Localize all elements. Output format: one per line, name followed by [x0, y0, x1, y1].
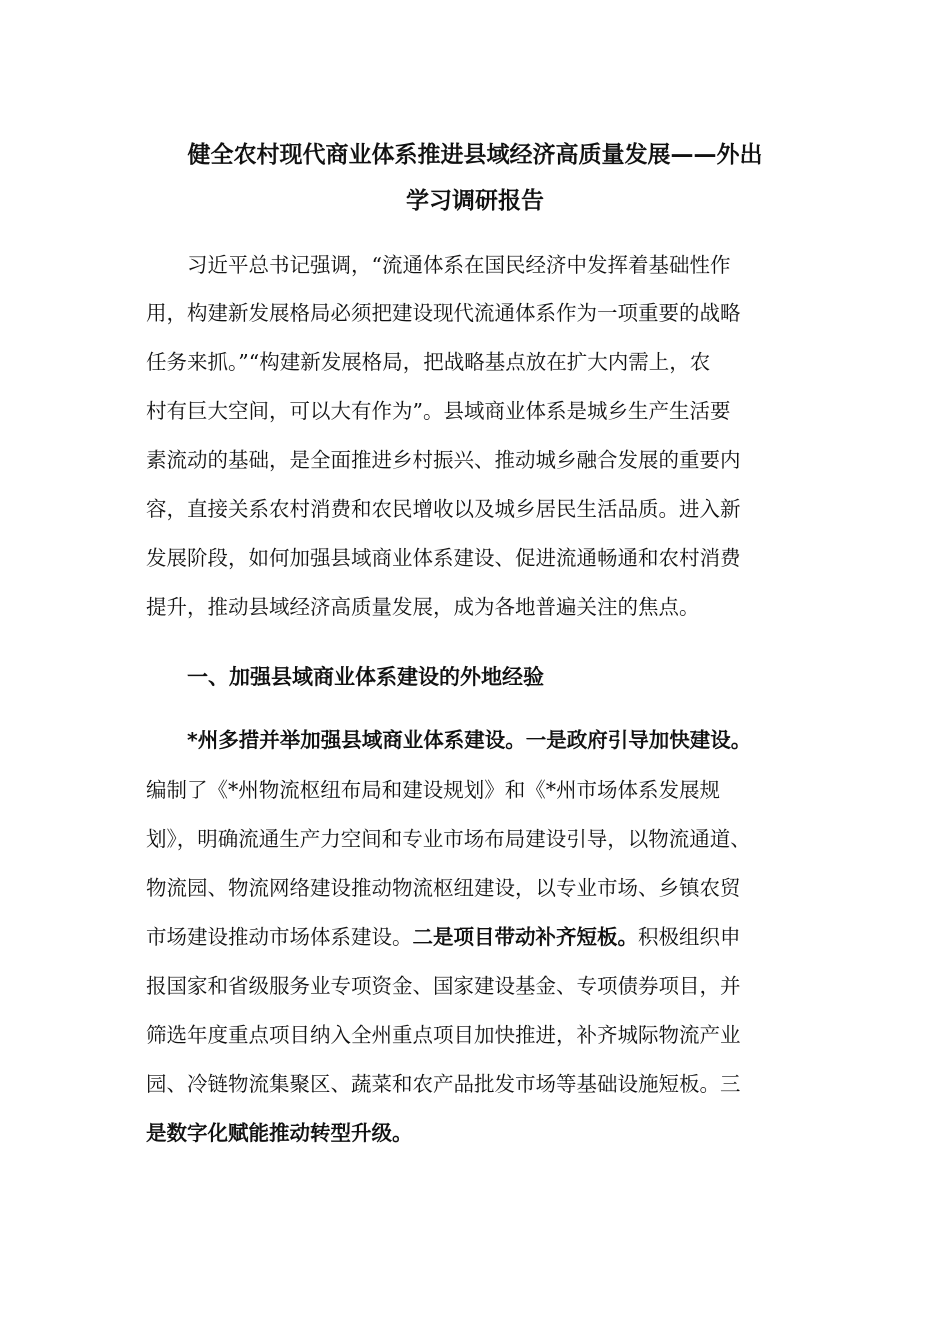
section-line: 划》，明确流通生产力空间和专业市场布局建设引导，以物流通道、: [146, 827, 751, 851]
intro-line: 村有巨大空间，可以大有作为”。县域商业体系是城乡生产生活要: [146, 399, 731, 423]
section-line: [146, 923, 741, 951]
section-line: 物流园、物流网络建设推动物流枢纽建设，以专业市场、乡镇农贸: [146, 876, 741, 900]
intro-line: 素流动的基础，是全面推进乡村振兴、推动城乡融合发展的重要内: [146, 448, 741, 472]
section-line-bold: 二是项目带动补齐短板。: [412, 925, 638, 949]
intro-line: 容，直接关系农村消费和农民增收以及城乡居民生活品质。进入新: [146, 497, 741, 521]
intro-line: 习近平总书记强调，“流通体系在国民经济中发挥着基础性作: [187, 253, 731, 277]
section-heading: 一、加强县域商业体系建设的外地经验: [187, 665, 544, 689]
section-line-plain: 市场建设推动市场体系建设。: [146, 925, 413, 949]
section-line: 园、冷链物流集聚区、蔬菜和农产品批发市场等基础设施短板。三: [146, 1072, 741, 1096]
section-line: 筛选年度重点项目纳入全州重点项目加快推进，补齐城际物流产业: [146, 1023, 741, 1047]
intro-line: 任务来抓。”“构建新发展格局，把战略基点放在扩大内需上，农: [146, 350, 711, 374]
section-line-bold-end: 是数字化赋能推动转型升级。: [146, 1121, 413, 1145]
document-title-line1: 健全农村现代商业体系推进县域经济高质量发展——外出: [187, 142, 763, 168]
document-title-line2: 学习调研报告: [406, 188, 544, 214]
section-line-tail: 积极组织申: [638, 925, 741, 949]
section-paragraph-lead: *州多措并举加强县域商业体系建设。一是政府引导加快建设。: [187, 728, 752, 752]
section-line: 报国家和省级服务业专项资金、国家建设基金、专项债券项目，并: [146, 974, 741, 998]
intro-line: 提升，推动县域经济高质量发展，成为各地普遍关注的焦点。: [146, 595, 700, 619]
intro-line: 用，构建新发展格局必须把建设现代流通体系作为一项重要的战略: [146, 301, 741, 325]
section-line: 编制了《*州物流枢纽布局和建设规划》和《*州市场体系发展规: [146, 778, 720, 802]
intro-line: 发展阶段，如何加强县域商业体系建设、促进流通畅通和农村消费: [146, 546, 741, 570]
